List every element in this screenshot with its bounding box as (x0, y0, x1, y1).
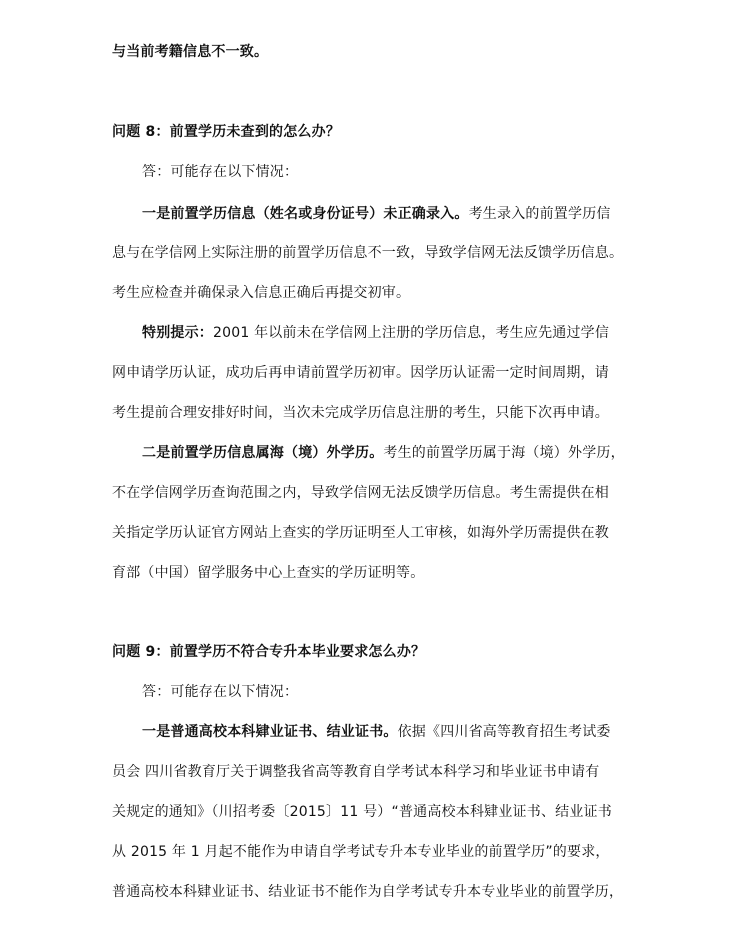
question-8-case-2 (142, 443, 652, 463)
q9-case-1-text: 依据《四川省高等教育招生考试委 (397, 724, 611, 740)
question-8-note-line-3: 考生提前合理安排好时间，当次未完成学历信息注册的考生，只能下次再申请。 (112, 405, 609, 421)
question-9-case-1-line-4: 从 2015 年 1 月起不能作为申请自学考试专升本专业毕业的前置学历”的要求， (112, 844, 610, 860)
question-9-case-1 (142, 722, 652, 742)
question-8-note (142, 323, 652, 343)
question-9-case-1-line-3: 关规定的通知》（川招考委〔2015〕11 号）“普通高校本科肄业证书、结业证书 (112, 804, 612, 820)
question-8-case-1 (142, 204, 652, 224)
case-2-label: 二是前置学历信息属海（境）外学历。 (142, 445, 384, 461)
question-8-case-1-line-3: 考生应检查并确保录入信息正确后再提交初审。 (112, 285, 411, 301)
question-8-case-1-line-2: 息与在学信网上实际注册的前置学历信息不一致，导致学信网无法反馈学历信息。 (112, 245, 624, 261)
question-9-case-1-line-5: 普通高校本科肄业证书、结业证书不能作为自学考试专升本专业毕业的前置学历， (112, 884, 624, 900)
q9-case-1-label: 一是普通高校本科肄业证书、结业证书。 (142, 724, 398, 740)
question-8-answer-intro: 答：可能存在以下情况： (142, 164, 299, 180)
case-1-text: 考生录入的前置学历信 (468, 206, 611, 222)
paragraph-continuation: 与当前考籍信息不一致。 (112, 44, 269, 60)
question-8-case-2-line-4: 育部（中国）留学服务中心上查实的学历证明等。 (112, 565, 425, 581)
note-text: 2001 年以前未在学信网上注册的学历信息，考生应先通过学信 (213, 325, 610, 341)
question-9-title: 问题 9：前置学历不符合专升本毕业要求怎么办？ (112, 644, 426, 660)
case-1-label: 一是前置学历信息（姓名或身份证号）未正确录入。 (142, 206, 469, 222)
question-8-case-2-line-3: 关指定学历认证官方网站上查实的学历证明至人工审核，如海外学历需提供在教 (112, 525, 609, 541)
question-8-case-2-line-2: 不在学信网学历查询范围之内，导致学信网无法反馈学历信息。考生需提供在相 (112, 485, 609, 501)
case-2-text: 考生的前置学历属于海（境）外学历， (383, 445, 625, 461)
question-8-note-line-2: 网申请学历认证，成功后再申请前置学历初审。因学历认证需一定时间周期，请 (112, 365, 609, 381)
question-9-case-1-line-2: 员会 四川省教育厅关于调整我省高等教育自学考试本科学习和毕业证书申请有 (112, 764, 600, 780)
question-9-answer-intro: 答：可能存在以下情况： (142, 684, 299, 700)
note-label: 特别提示： (142, 325, 213, 341)
question-8-title: 问题 8：前置学历未查到的怎么办？ (112, 124, 341, 140)
